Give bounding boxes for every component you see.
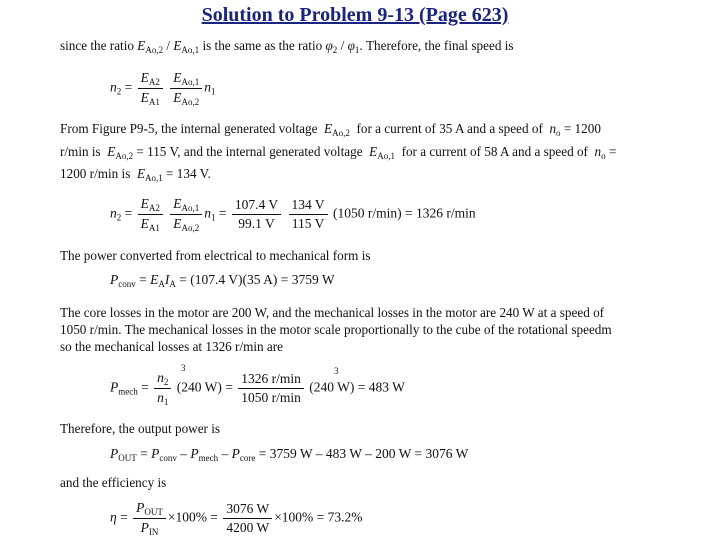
speed-ratio-equation: $n_2$ = $\frac{E_{A2}}{E_{A1}}$ $\frac{E_{Ao,1}}{E_{Ao,2}}$ $n_1$	[110, 70, 216, 107]
paragraph-figure-line3: 1200 r/min is $E_{Ao,1} = 134$ V.	[60, 166, 211, 183]
paragraph-figure-line2: r/min is $E_{Ao,2} = 115$ V, and the internal generated voltage $E_{Ao,1}$ for a current of 58 A and a speed of $n_o$ =	[60, 144, 617, 161]
final-speed-equation: $n_2$ = $\frac{E_{A2}}{E_{A1}}$ $\frac{E_{Ao,1}}{E_{Ao,2}}$ $n_1$ = $\frac{107.4 V}{99.1 V}$ $\frac{134 V}{115 V}$ (1050 r/min) = 1326 r/min	[110, 196, 476, 233]
paragraph-figure: From Figure P9-5, the internal generated voltage $E_{Ao,2}$ for a current of 35 A and a speed of $n_o = 1200$	[60, 121, 601, 138]
power-converted-text: The power converted from electrical to mechanical form is	[60, 248, 371, 263]
page-title: Solution to Problem 9-13 (Page 623)	[201, 4, 509, 26]
intro-line: since the ratio $E_{Ao,2} / E_{Ao,1}$ is the same as the ratio $\varphi_2 / \varphi_1$. Therefore, the final speed is	[60, 38, 514, 55]
exponent-3: 3	[181, 363, 186, 373]
pout-equation: $P_{OUT} = P_{conv} - P_{mech} - P_{core} = 3759$ W – 483 W – 200 W = 3076 W	[110, 446, 469, 463]
efficiency-equation: η = $\frac{P_{OUT}}{P_{IN}}$ ×100% = $\frac{3076 W}{4200 W}$ ×100% = 73.2%	[110, 500, 363, 537]
pconv-equation: $P_{conv} = E_AI_A = (107.4$ V)(35 A) = 3759 W	[110, 272, 335, 289]
core-loss-line2: 1050 r/min. The mechanical losses in the motor scale proportionally to the cube of the rotational speedm	[60, 322, 612, 337]
mech-loss-equation: $P_{mech}$ = $\frac{n_2}{n_1}$ (240 W) = $\frac{1326 r/\min}{1050 r/\min}$ (240 W) = 483 W	[110, 370, 405, 407]
efficiency-text: and the efficiency is	[60, 475, 167, 490]
output-power-text: Therefore, the output power is	[60, 421, 221, 436]
exponent-3: 3	[334, 366, 339, 376]
core-loss-line3: so the mechanical losses at 1326 r/min are	[60, 339, 284, 354]
core-loss-line1: The core losses in the motor are 200 W, and the mechanical losses in the motor are 240 W at a speed of	[60, 305, 605, 320]
